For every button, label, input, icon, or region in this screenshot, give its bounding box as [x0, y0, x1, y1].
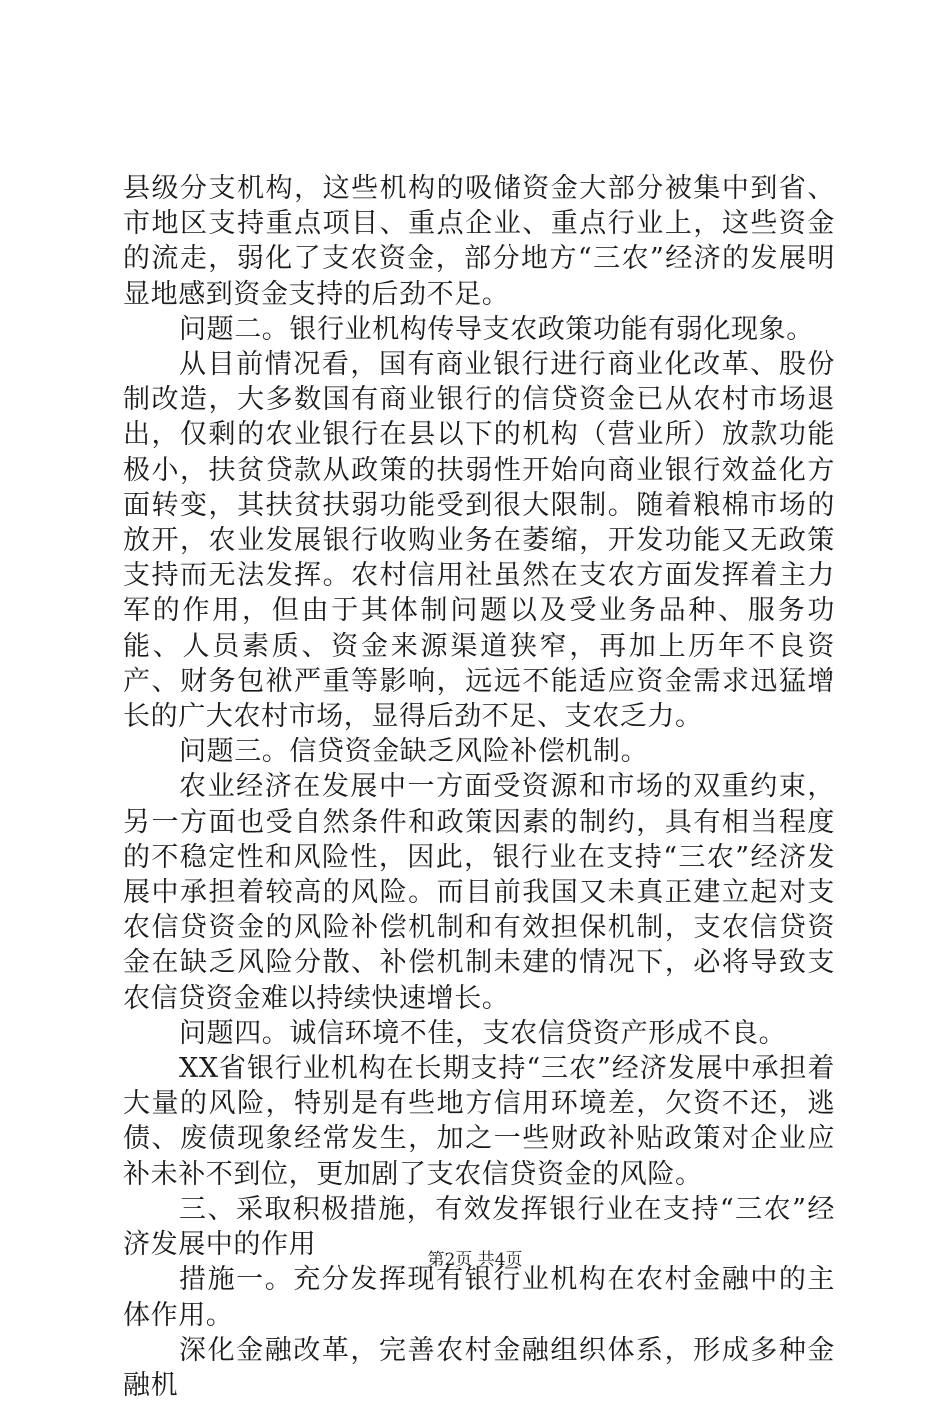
paragraph-2: 问题二。银行业机构传导支农政策功能有弱化现象。: [179, 313, 814, 345]
paragraph-9: 措施一。充分发挥现有银行业机构在农村金融中的主体作用。: [123, 1264, 835, 1331]
page-footer: 第2页 共4页: [427, 1250, 523, 1270]
paragraph-8: 三、采取积极措施，有效发挥银行业在支持“三农”经济发展中的作用: [123, 1193, 835, 1261]
paragraph-3: 从目前情况看，国有商业银行进行商业化改革、股份制改造，大多数国有商业银行的信贷资金已从农村市场退出，仅剩的农业银行在县以下的机构（营业所）放款功能极小，扶贫贷款从政策的扶弱性开始向商业银行效益化方面转变，其扶贫扶弱功能受到很大限制。随着粮棉市场的放开，农业发展银行收购业务在萎缩，开发功能又无政策支持而无法发挥。农村信用社虽然在支农方面发挥着主力军的作用，但由于其体制问题以及受业务品种、服务功能、人员素质、资金来源渠道狭窄，再加上历年不良资产、财务包袱严重等影响，远远不能适应资金需求迅猛增长的广大农村市场，显得后劲不足、支农乏力。: [123, 349, 835, 733]
paragraph-5: 农业经济在发展中一方面受资源和市场的双重约束，另一方面也受自然条件和政策因素的制约，具有相当程度的不稳定性和风险性，因此，银行业在支持“三农”经济发展中承担着较高的风险。而目前我国又未真正建立起对支农信贷资金的风险补偿机制和有效担保机制，支农信贷资金在缺乏风险分散、补偿机制未建的情况下，必将导致支农信贷资金难以持续快速增长。: [123, 771, 835, 1014]
paragraph-7: XX省银行业机构在长期支持“三农”经济发展中承担着大量的风险，特别是有些地方信用环境差，欠资不还，逃债、废债现象经常发生，加之一些财政补贴政策对企业应补未补不到位，更加剧了支农信贷资金的风险。: [123, 1053, 835, 1190]
paragraph-10: 深化金融改革，完善农村金融组织体系，形成多种金融机: [123, 1334, 835, 1401]
document-body: [123, 171, 835, 1403]
paragraph-4: 问题三。信贷资金缺乏风险补偿机制。: [179, 736, 649, 768]
paragraph-6: 问题四。诚信环境不佳，支农信贷资产形成不良。: [179, 1017, 787, 1049]
paragraph-1: 县级分支机构，这些机构的吸储资金大部分被集中到省、市地区支持重点项目、重点企业、重点行业上，这些资金的流走，弱化了支农资金，部分地方“三农”经济的发展明显地感到资金支持的后劲不足。: [123, 173, 835, 310]
